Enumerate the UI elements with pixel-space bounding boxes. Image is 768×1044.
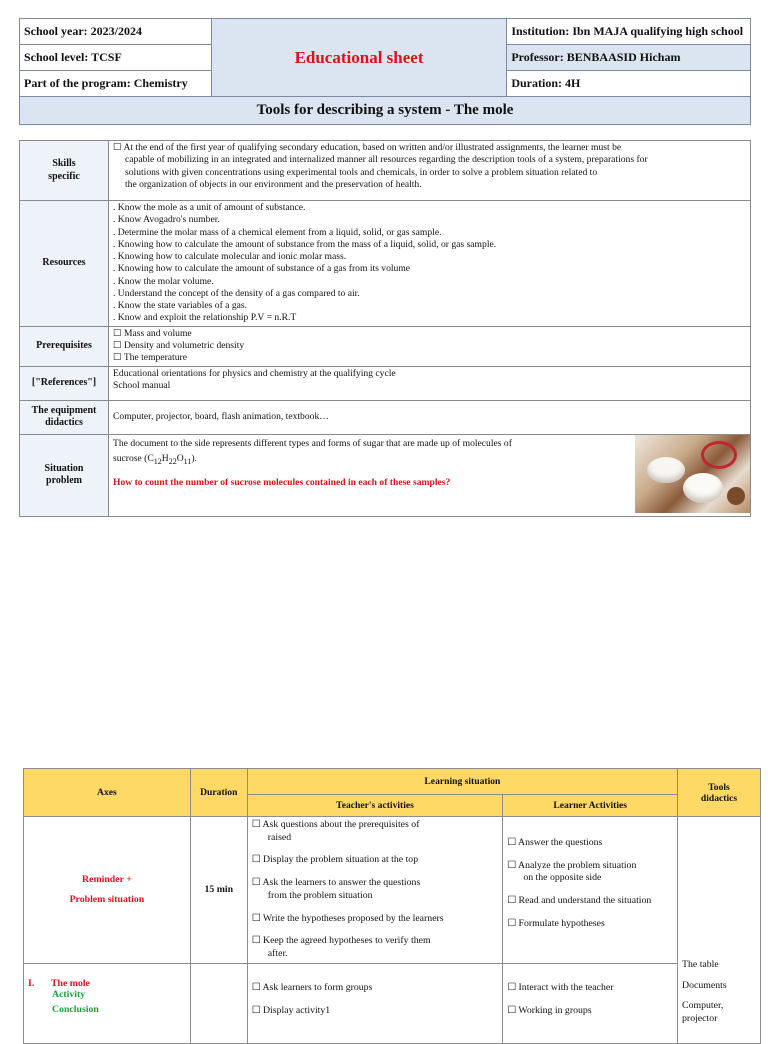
resources-label: Resources — [20, 201, 109, 327]
col-learning-header: Learning situation — [247, 769, 677, 795]
prerequisite-item: ☐ Density and volumetric density — [113, 339, 245, 351]
equipment-label-line1: The equipment — [31, 404, 97, 416]
reference-item: Educational orientations for physics and chemistry at the qualifying cycle — [113, 367, 396, 379]
teacher-activity: ☐ Keep the agreed hypotheses to verify them after. — [251, 935, 431, 960]
reference-item: School manual — [113, 379, 171, 391]
col-tools-line2: didactics — [700, 792, 738, 804]
formula-part: sucrose (C — [113, 452, 154, 464]
skills-label-line2: specific — [48, 170, 80, 182]
situation-label — [20, 434, 109, 516]
col-axes-header: Axes — [24, 769, 191, 817]
col-teacher-header: Teacher's activities — [247, 795, 503, 817]
header-table — [19, 18, 751, 125]
teacher-activity: ☐ Write the hypotheses proposed by the learners — [251, 912, 444, 924]
school-level: School level: TCSF — [20, 45, 212, 71]
references-label: ["References"] — [20, 366, 109, 400]
formula-subscript: 11 — [183, 456, 192, 466]
resource-item: . Know Avogadro's number. — [113, 214, 220, 226]
sheet-title: Educational sheet — [211, 19, 507, 97]
program-part: Part of the program: Chemistry — [20, 71, 212, 97]
institution: Institution: Ibn MAJA qualifying high school — [507, 19, 751, 45]
sugar-photo-image — [635, 435, 750, 513]
skills-line: solutions with given concentrations using experimental tools and chemicals, in order to solve a problem situation related to — [125, 166, 598, 178]
equipment-cell: Computer, projector, board, flash animation, textbook… — [109, 400, 751, 434]
sugar-bowl-shape — [683, 473, 723, 503]
resource-item: . Know the state variables of a gas. — [113, 300, 248, 312]
row2-duration — [190, 963, 247, 1043]
learner-activity: ☐ Interact with the teacher — [507, 981, 614, 993]
formula-subscript: 12 — [153, 456, 162, 466]
skills-label — [20, 141, 109, 201]
resource-item: . Know and exploit the relationship P.V = n.R.T — [113, 312, 297, 324]
situation-question: How to count the number of sucrose molecules contained in each of these samples? — [113, 477, 451, 489]
professor: Professor: BENBAASID Hicham — [507, 45, 751, 71]
col-duration-header: Duration — [190, 769, 247, 817]
tool-item: Documents — [682, 979, 727, 991]
school-year: School year: 2023/2024 — [20, 19, 212, 45]
resource-item: . Knowing how to calculate the amount of substance of a gas from its volume — [113, 263, 411, 275]
situation-text: The document to the side represents different types and forms of sugar that are made up of molecules of — [113, 437, 512, 449]
resource-item: . Understand the concept of the density of a gas compared to air. — [113, 287, 360, 299]
row2-learner-activities — [503, 963, 678, 1043]
resource-item: . Know the mole as a unit of amount of substance. — [113, 202, 306, 213]
col-learner-header: Learner Activities — [503, 795, 678, 817]
prerequisite-item: ☐ Mass and volume — [113, 327, 192, 339]
lesson-subtitle: Tools for describing a system - The mole — [20, 97, 751, 125]
resource-item: . Knowing how to calculate the amount of substance from the mass of a liquid, solid, or gas sample. — [113, 238, 497, 250]
learner-activity: ☐ Formulate hypotheses — [507, 917, 605, 929]
row1-axis-line: Problem situation — [69, 893, 145, 905]
duration: Duration: 4H — [507, 71, 751, 97]
skills-line: the organization of objects in our environment and the preservation of health. — [125, 178, 422, 190]
skills-label-line1: Skills — [52, 158, 76, 169]
learner-activity: ☐ Working in groups — [507, 1004, 592, 1016]
tools-cell — [678, 817, 761, 1044]
tool-item: Computer, — [682, 1000, 724, 1012]
col-tools-header — [678, 769, 761, 817]
skills-line: ☐ At the end of the first year of qualifying secondary education, based on written and/or illustrated assignments, the learner must be — [113, 142, 622, 153]
equipment-label — [20, 400, 109, 434]
tool-item: The table — [682, 959, 719, 970]
skills-cell — [109, 141, 751, 201]
conclusion-label: Conclusion — [52, 1003, 99, 1015]
row2-axis — [24, 963, 191, 1043]
teacher-activity: ☐ Ask learners to form groups — [251, 981, 373, 993]
col-tools-line1: Tools — [708, 781, 730, 793]
section-heading: I. The mole — [28, 977, 90, 989]
teacher-activity: ☐ Display the problem situation at the top — [251, 854, 419, 866]
references-cell — [109, 366, 751, 400]
lesson-table — [23, 768, 761, 1044]
prerequisite-item: ☐ The temperature — [113, 352, 187, 364]
formula-part: ). — [191, 452, 197, 464]
sheet-table — [19, 140, 751, 517]
row1-axis — [24, 817, 191, 964]
row1-axis-line: Reminder + — [82, 874, 132, 886]
sugar-bowl-shape — [647, 457, 685, 483]
resources-cell — [109, 201, 751, 327]
formula-subscript: 22 — [168, 456, 177, 466]
equipment-label-line2: didactics — [45, 417, 83, 429]
situation-cell — [109, 434, 751, 516]
tool-item: projector — [682, 1013, 718, 1025]
resource-item: . Know the molar volume. — [113, 275, 214, 287]
teacher-activity: ☐ Ask questions about the prerequisites of raised — [251, 819, 420, 843]
prerequisites-label: Prerequisites — [20, 326, 109, 366]
situation-label-line1: Situation — [44, 462, 84, 474]
skills-line: capable of mobilizing in an integrated and internalized manner all resources regarding the description tools of a system, preparations for — [125, 154, 648, 166]
formula-part: O — [176, 452, 184, 464]
formula-part: H — [161, 452, 169, 464]
row1-duration: 15 min — [190, 817, 247, 964]
teacher-activity: ☐ Ask the learners to answer the questions from the problem situation — [251, 877, 421, 901]
learner-activity: ☐ Answer the questions — [507, 837, 603, 848]
whisk-shape — [701, 441, 737, 469]
activity-label: Activity — [52, 988, 86, 1000]
cookie-shape — [727, 487, 745, 505]
situation-label-line2: problem — [46, 475, 82, 487]
row1-learner-activities — [503, 817, 678, 964]
resource-item: . Determine the molar mass of a chemical element from a liquid, solid, or gas sample. — [113, 226, 442, 238]
teacher-activity: ☐ Display activity1 — [251, 1004, 331, 1016]
row1-teacher-activities — [247, 817, 503, 964]
learner-activity: ☐ Analyze the problem situation on the opposite side — [507, 859, 637, 884]
learner-activity: ☐ Read and understand the situation — [507, 895, 652, 907]
resource-item: . Knowing how to calculate molecular and ionic molar mass. — [113, 251, 347, 263]
row2-teacher-activities — [247, 963, 503, 1043]
prerequisites-cell — [109, 326, 751, 366]
